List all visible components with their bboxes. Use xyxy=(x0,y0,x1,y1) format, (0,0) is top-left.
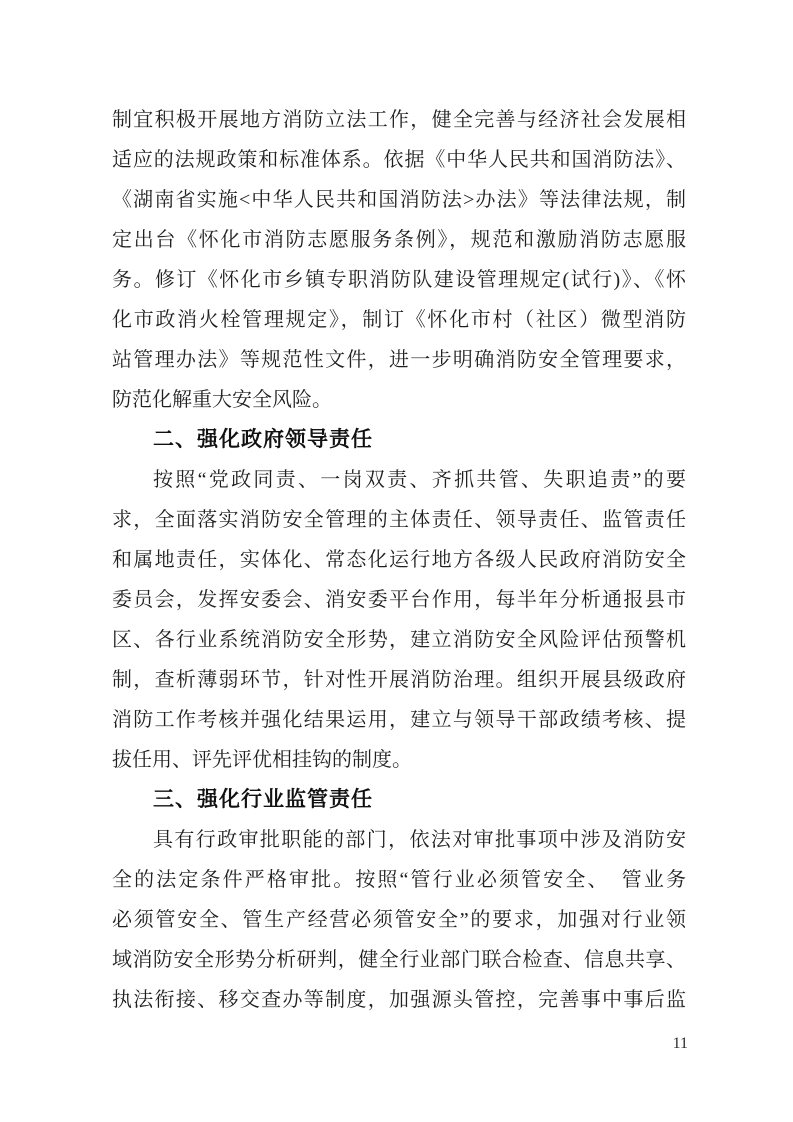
para1-line: 站管理办法》等规范性文件，进一步明确消防安全管理要求， xyxy=(112,349,686,371)
para1-line: 定出台《怀化市消防志愿服务条例》，规范和激励消防志愿服 xyxy=(112,229,686,251)
para2-line: 按照“党政同责、一岗双责、齐抓共管、失职追责”的要 xyxy=(153,469,686,491)
para2-line: 委员会，发挥安委会、消安委平台作用，每半年分析通报县市 xyxy=(112,589,686,611)
para2-line: 制，查析薄弱环节，针对性开展消防治理。组织开展县级政府 xyxy=(112,669,686,691)
section-heading-3: 三、强化行业监管责任 xyxy=(153,788,373,811)
para1-line: 《湖南省实施<中华人民共和国消防法>办法》等法律法规，制 xyxy=(112,189,686,211)
para1-line: 制宜积极开展地方消防立法工作，健全完善与经济社会发展相 xyxy=(112,109,686,131)
para3-line: 必须管安全、管生产经营必须管安全”的要求，加强对行业领 xyxy=(112,909,686,931)
page-number: 11 xyxy=(672,1035,688,1052)
para1-line: 务。修订《怀化市乡镇专职消防队建设管理规定(试行)》、《怀 xyxy=(112,269,686,291)
para3-line: 执法衔接、移交查办等制度，加强源头管控，完善事中事后监 xyxy=(112,989,686,1011)
para3-line: 具有行政审批职能的部门，依法对审批事项中涉及消防安 xyxy=(153,829,686,851)
para1-line: 适应的法规政策和标准体系。依据《中华人民共和国消防法》、 xyxy=(112,149,686,171)
para2-line: 区、各行业系统消防安全形势，建立消防安全风险评估预警机 xyxy=(112,629,686,651)
para3-line: 全的法定条件严格审批。按照“管行业必须管安全、 管业务 xyxy=(112,869,686,891)
para1-line: 防范化解重大安全风险。 xyxy=(112,389,332,411)
para2-line: 拔任用、评先评优相挂钩的制度。 xyxy=(112,749,412,771)
section-heading-2: 二、强化政府领导责任 xyxy=(153,428,373,451)
page-body-text xyxy=(112,100,686,1020)
para1-line: 化市政消火栓管理规定》，制订《怀化市村（社区）微型消防 xyxy=(112,309,686,331)
para2-line: 消防工作考核并强化结果运用，建立与领导干部政绩考核、提 xyxy=(112,709,686,731)
para2-line: 和属地责任，实体化、常态化运行地方各级人民政府消防安全 xyxy=(112,549,686,571)
para2-line: 求，全面落实消防安全管理的主体责任、领导责任、监管责任 xyxy=(112,509,686,531)
para3-line: 域消防安全形势分析研判，健全行业部门联合检查、信息共享、 xyxy=(112,949,686,971)
